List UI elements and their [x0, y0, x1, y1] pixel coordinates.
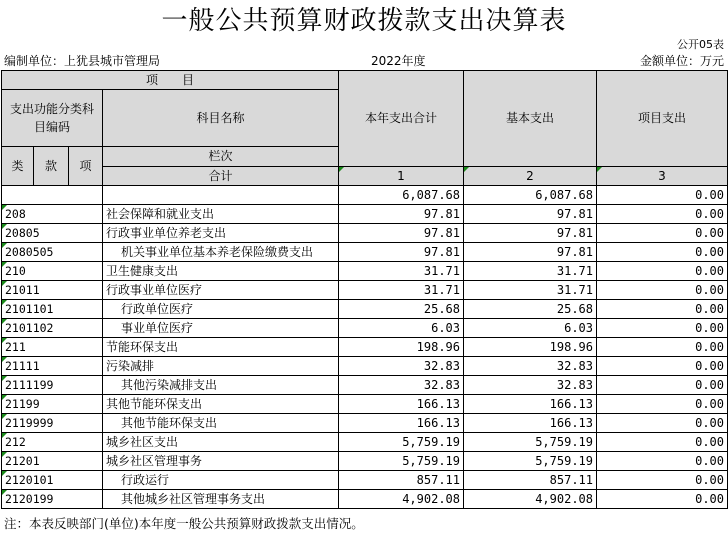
row-subject-name: 社会保障和就业支出: [103, 205, 339, 224]
row-project: 0.00: [597, 395, 728, 414]
total-row: [2, 186, 728, 205]
row-total: 5,759.19: [339, 452, 464, 471]
table-row: [2, 395, 728, 414]
row-project: 0.00: [597, 281, 728, 300]
row-code: 211: [2, 338, 103, 357]
row-code: 2101102: [2, 319, 103, 338]
table-row: [2, 471, 728, 490]
row-project: 0.00: [597, 300, 728, 319]
row-basic: 97.81: [464, 224, 597, 243]
row-code: 21011: [2, 281, 103, 300]
row-code: 2080505: [2, 243, 103, 262]
row-code: 208: [2, 205, 103, 224]
total-label: 合计: [103, 167, 339, 186]
row-subject-name: 城乡社区支出: [103, 433, 339, 452]
row-project: 0.00: [597, 243, 728, 262]
row-project: 0.00: [597, 490, 728, 509]
row-subject-name: 机关事业单位基本养老保险缴费支出: [103, 243, 339, 262]
table-row: [2, 490, 728, 509]
header-item: 项 目: [2, 71, 339, 90]
header-col-order: 栏次: [103, 147, 339, 167]
row-project: 0.00: [597, 319, 728, 338]
row-total: 31.71: [339, 281, 464, 300]
footnote: 注：本表反映部门(单位)本年度一般公共预算财政拨款支出情况。: [4, 516, 364, 531]
header-basic-col: 基本支出: [464, 71, 597, 167]
row-project: 0.00: [597, 338, 728, 357]
row-code: 2119999: [2, 414, 103, 433]
row-code: 2101101: [2, 300, 103, 319]
row-basic: 97.81: [464, 205, 597, 224]
total-amount: 6,087.68: [339, 186, 464, 205]
row-total: 32.83: [339, 376, 464, 395]
table-row: [2, 376, 728, 395]
row-total: 5,759.19: [339, 433, 464, 452]
header-project-col: 项目支出: [597, 71, 728, 167]
row-subject-name: 行政事业单位医疗: [103, 281, 339, 300]
row-basic: 6.03: [464, 319, 597, 338]
row-total: 198.96: [339, 338, 464, 357]
row-basic: 32.83: [464, 357, 597, 376]
total-basic: 6,087.68: [464, 186, 597, 205]
table-row: [2, 433, 728, 452]
header-kuan: 款: [34, 147, 69, 186]
col-number-2: 2: [464, 167, 597, 186]
row-total: 4,902.08: [339, 490, 464, 509]
col-number-1: 1: [339, 167, 464, 186]
table-code: 公开05表: [677, 38, 724, 51]
row-code: 21111: [2, 357, 103, 376]
row-code: 20805: [2, 224, 103, 243]
row-subject-name: 其他节能环保支出: [103, 395, 339, 414]
row-code: 21201: [2, 452, 103, 471]
row-code: 2120101: [2, 471, 103, 490]
header-total-col: 本年支出合计: [339, 71, 464, 167]
row-subject-name: 事业单位医疗: [103, 319, 339, 338]
row-total: 166.13: [339, 414, 464, 433]
row-project: 0.00: [597, 357, 728, 376]
row-project: 0.00: [597, 414, 728, 433]
table-row: [2, 452, 728, 471]
table-row: [2, 205, 728, 224]
row-code: 2111199: [2, 376, 103, 395]
row-total: 97.81: [339, 243, 464, 262]
row-basic: 97.81: [464, 243, 597, 262]
row-code: 21199: [2, 395, 103, 414]
row-code: 2120199: [2, 490, 103, 509]
row-subject-name: 其他城乡社区管理事务支出: [103, 490, 339, 509]
row-total: 32.83: [339, 357, 464, 376]
row-basic: 5,759.19: [464, 433, 597, 452]
row-code: 212: [2, 433, 103, 452]
row-total: 97.81: [339, 205, 464, 224]
row-subject-name: 行政事业单位养老支出: [103, 224, 339, 243]
row-project: 0.00: [597, 471, 728, 490]
row-basic: 4,902.08: [464, 490, 597, 509]
row-total: 25.68: [339, 300, 464, 319]
row-project: 0.00: [597, 224, 728, 243]
table-row: [2, 243, 728, 262]
table-row: [2, 262, 728, 281]
row-total: 166.13: [339, 395, 464, 414]
expenditure-table: [1, 70, 728, 509]
row-total: 97.81: [339, 224, 464, 243]
row-subject-name: 城乡社区管理事务: [103, 452, 339, 471]
header-lei: 类: [2, 147, 34, 186]
row-project: 0.00: [597, 452, 728, 471]
row-project: 0.00: [597, 376, 728, 395]
table-row: [2, 281, 728, 300]
row-basic: 857.11: [464, 471, 597, 490]
table-row: [2, 357, 728, 376]
amount-unit: 金额单位：万元: [639, 54, 724, 68]
row-subject-name: 行政运行: [103, 471, 339, 490]
row-basic: 31.71: [464, 281, 597, 300]
header-func-code: 支出功能分类科目编码: [2, 90, 103, 147]
col-number-3: 3: [597, 167, 728, 186]
row-subject-name: 卫生健康支出: [103, 262, 339, 281]
table-row: [2, 224, 728, 243]
fiscal-year: 2022年度: [371, 54, 426, 68]
row-total: 857.11: [339, 471, 464, 490]
row-basic: 166.13: [464, 414, 597, 433]
table-row: [2, 414, 728, 433]
row-basic: 31.71: [464, 262, 597, 281]
row-subject-name: 污染减排: [103, 357, 339, 376]
total-project: 0.00: [597, 186, 728, 205]
row-basic: 32.83: [464, 376, 597, 395]
row-basic: 5,759.19: [464, 452, 597, 471]
row-basic: 25.68: [464, 300, 597, 319]
row-subject-name: 其他节能环保支出: [103, 414, 339, 433]
row-subject-name: 其他污染减排支出: [103, 376, 339, 395]
report-title: 一般公共预算财政拨款支出决算表: [161, 6, 567, 36]
header-xiang: 项: [69, 147, 103, 186]
row-project: 0.00: [597, 433, 728, 452]
row-project: 0.00: [597, 262, 728, 281]
table-row: [2, 300, 728, 319]
row-basic: 198.96: [464, 338, 597, 357]
table-row: [2, 338, 728, 357]
compiling-unit: 编制单位：上犹县城市管理局: [4, 54, 161, 68]
row-basic: 166.13: [464, 395, 597, 414]
row-total: 31.71: [339, 262, 464, 281]
row-subject-name: 行政单位医疗: [103, 300, 339, 319]
row-code: 210: [2, 262, 103, 281]
header-subject-name: 科目名称: [103, 90, 339, 147]
row-subject-name: 节能环保支出: [103, 338, 339, 357]
table-row: [2, 319, 728, 338]
row-project: 0.00: [597, 205, 728, 224]
row-total: 6.03: [339, 319, 464, 338]
